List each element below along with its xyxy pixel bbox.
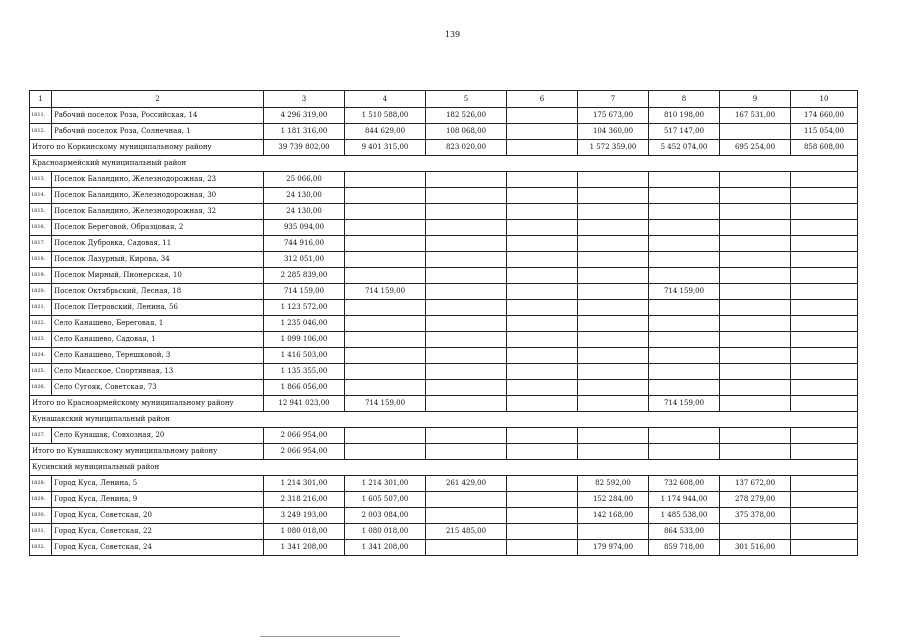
row-number: 1830. bbox=[30, 508, 52, 524]
row-number: 1825. bbox=[30, 364, 52, 380]
budget-table bbox=[29, 90, 858, 556]
table-row bbox=[30, 540, 858, 556]
amount-cell: 9 401 315,00 bbox=[345, 140, 426, 156]
amount-cell: 823 020,00 bbox=[426, 140, 507, 156]
header-cell: 7 bbox=[578, 91, 649, 108]
amount-cell bbox=[578, 380, 649, 396]
amount-cell bbox=[507, 508, 578, 524]
amount-cell bbox=[426, 364, 507, 380]
table-row bbox=[30, 364, 858, 380]
total-label: Итого по Красноармейскому муниципальному району bbox=[30, 396, 264, 412]
amount-cell bbox=[649, 380, 720, 396]
amount-cell bbox=[720, 204, 791, 220]
amount-cell bbox=[649, 332, 720, 348]
amount-cell bbox=[791, 172, 858, 188]
table-row bbox=[30, 316, 858, 332]
amount-cell bbox=[791, 540, 858, 556]
amount-cell: 1 080 018,00 bbox=[264, 524, 345, 540]
amount-cell bbox=[720, 428, 791, 444]
amount-cell bbox=[649, 220, 720, 236]
table-row bbox=[30, 172, 858, 188]
amount-cell: 25 066,00 bbox=[264, 172, 345, 188]
amount-cell: 312 051,00 bbox=[264, 252, 345, 268]
district-header-row bbox=[30, 460, 858, 476]
amount-cell: 714 159,00 bbox=[345, 396, 426, 412]
row-number: 1820. bbox=[30, 284, 52, 300]
table-row bbox=[30, 220, 858, 236]
amount-cell: 1 416 503,00 bbox=[264, 348, 345, 364]
amount-cell bbox=[345, 332, 426, 348]
amount-cell bbox=[791, 396, 858, 412]
amount-cell bbox=[791, 252, 858, 268]
amount-cell: 104 360,00 bbox=[578, 124, 649, 140]
amount-cell: 1 135 355,00 bbox=[264, 364, 345, 380]
amount-cell bbox=[791, 364, 858, 380]
district-name: Красноармейский муниципальный район bbox=[30, 156, 858, 172]
amount-cell: 1 341 208,00 bbox=[264, 540, 345, 556]
amount-cell bbox=[791, 332, 858, 348]
amount-cell bbox=[578, 220, 649, 236]
amount-cell bbox=[791, 316, 858, 332]
amount-cell bbox=[720, 252, 791, 268]
table-row bbox=[30, 428, 858, 444]
amount-cell bbox=[345, 220, 426, 236]
table-body bbox=[30, 91, 858, 556]
amount-cell bbox=[649, 252, 720, 268]
amount-cell bbox=[426, 508, 507, 524]
amount-cell bbox=[345, 204, 426, 220]
amount-cell: 1 341 208,00 bbox=[345, 540, 426, 556]
address-cell: Рабочий поселок Роза, Солнечная, 1 bbox=[52, 124, 264, 140]
amount-cell: 1 099 106,00 bbox=[264, 332, 345, 348]
amount-cell bbox=[578, 364, 649, 380]
total-label: Итого по Коркинскому муниципальному району bbox=[30, 140, 264, 156]
amount-cell bbox=[345, 428, 426, 444]
amount-cell: 2 066 954,00 bbox=[264, 444, 345, 460]
amount-cell bbox=[649, 316, 720, 332]
amount-cell bbox=[507, 124, 578, 140]
amount-cell: 714 159,00 bbox=[264, 284, 345, 300]
amount-cell bbox=[720, 220, 791, 236]
amount-cell bbox=[578, 396, 649, 412]
table-row bbox=[30, 476, 858, 492]
amount-cell bbox=[578, 428, 649, 444]
amount-cell bbox=[720, 348, 791, 364]
table-row bbox=[30, 284, 858, 300]
amount-cell bbox=[578, 172, 649, 188]
row-number: 1818. bbox=[30, 252, 52, 268]
amount-cell bbox=[507, 140, 578, 156]
amount-cell: 182 526,00 bbox=[426, 108, 507, 124]
row-number: 1832. bbox=[30, 540, 52, 556]
header-row bbox=[30, 91, 858, 108]
amount-cell bbox=[720, 316, 791, 332]
amount-cell bbox=[578, 300, 649, 316]
district-header-row bbox=[30, 156, 858, 172]
amount-cell bbox=[791, 444, 858, 460]
amount-cell bbox=[426, 332, 507, 348]
address-cell: Город Куса, Ленина, 9 bbox=[52, 492, 264, 508]
row-number: 1817. bbox=[30, 236, 52, 252]
amount-cell: 175 673,00 bbox=[578, 108, 649, 124]
header-cell: 1 bbox=[30, 91, 52, 108]
amount-cell bbox=[345, 300, 426, 316]
address-cell: Поселок Баландино, Железнодорожная, 30 bbox=[52, 188, 264, 204]
header-cell: 5 bbox=[426, 91, 507, 108]
amount-cell bbox=[649, 236, 720, 252]
amount-cell bbox=[578, 524, 649, 540]
amount-cell: 24 130,00 bbox=[264, 188, 345, 204]
amount-cell: 714 159,00 bbox=[345, 284, 426, 300]
amount-cell: 301 516,00 bbox=[720, 540, 791, 556]
amount-cell: 1 235 046,00 bbox=[264, 316, 345, 332]
amount-cell: 115 054,00 bbox=[791, 124, 858, 140]
amount-cell bbox=[507, 524, 578, 540]
row-number: 1816. bbox=[30, 220, 52, 236]
header-cell: 3 bbox=[264, 91, 345, 108]
amount-cell: 1 181 316,00 bbox=[264, 124, 345, 140]
amount-cell bbox=[507, 428, 578, 444]
amount-cell: 167 531,00 bbox=[720, 108, 791, 124]
table-row bbox=[30, 188, 858, 204]
amount-cell bbox=[507, 348, 578, 364]
amount-cell bbox=[426, 220, 507, 236]
amount-cell bbox=[649, 428, 720, 444]
amount-cell: 1 605 507,00 bbox=[345, 492, 426, 508]
amount-cell: 1 572 359,00 bbox=[578, 140, 649, 156]
amount-cell: 858 608,00 bbox=[791, 140, 858, 156]
amount-cell bbox=[426, 428, 507, 444]
amount-cell: 1 214 301,00 bbox=[264, 476, 345, 492]
header-cell: 6 bbox=[507, 91, 578, 108]
amount-cell bbox=[578, 236, 649, 252]
table-row bbox=[30, 236, 858, 252]
amount-cell bbox=[791, 492, 858, 508]
amount-cell bbox=[507, 268, 578, 284]
amount-cell bbox=[791, 204, 858, 220]
amount-cell: 1 866 056,00 bbox=[264, 380, 345, 396]
amount-cell bbox=[720, 396, 791, 412]
address-cell: Город Куса, Ленина, 5 bbox=[52, 476, 264, 492]
address-cell: Поселок Петровский, Ленина, 56 bbox=[52, 300, 264, 316]
amount-cell bbox=[507, 284, 578, 300]
amount-cell: 732 608,00 bbox=[649, 476, 720, 492]
amount-cell: 12 941 023,00 bbox=[264, 396, 345, 412]
amount-cell bbox=[720, 300, 791, 316]
amount-cell: 810 198,00 bbox=[649, 108, 720, 124]
amount-cell: 39 739 802,00 bbox=[264, 140, 345, 156]
amount-cell: 2 066 954,00 bbox=[264, 428, 345, 444]
amount-cell bbox=[507, 220, 578, 236]
header-cell: 8 bbox=[649, 91, 720, 108]
amount-cell bbox=[426, 348, 507, 364]
row-number: 1829. bbox=[30, 492, 52, 508]
row-number: 1831. bbox=[30, 524, 52, 540]
table-row bbox=[30, 252, 858, 268]
amount-cell bbox=[507, 236, 578, 252]
amount-cell bbox=[791, 508, 858, 524]
amount-cell bbox=[507, 316, 578, 332]
amount-cell bbox=[791, 268, 858, 284]
amount-cell bbox=[791, 524, 858, 540]
table-row bbox=[30, 268, 858, 284]
amount-cell: 844 629,00 bbox=[345, 124, 426, 140]
amount-cell bbox=[649, 172, 720, 188]
amount-cell: 2 003 084,00 bbox=[345, 508, 426, 524]
amount-cell: 2 285 839,00 bbox=[264, 268, 345, 284]
amount-cell: 1 174 944,00 bbox=[649, 492, 720, 508]
page-number: 139 bbox=[444, 30, 461, 39]
table-row bbox=[30, 124, 858, 140]
amount-cell bbox=[507, 204, 578, 220]
amount-cell bbox=[791, 188, 858, 204]
row-number: 1822. bbox=[30, 316, 52, 332]
amount-cell bbox=[345, 268, 426, 284]
amount-cell bbox=[507, 172, 578, 188]
district-name: Кусинский муниципальный район bbox=[30, 460, 858, 476]
district-header-row bbox=[30, 412, 858, 428]
row-number: 1821. bbox=[30, 300, 52, 316]
amount-cell bbox=[426, 204, 507, 220]
amount-cell: 1 485 538,00 bbox=[649, 508, 720, 524]
amount-cell bbox=[649, 268, 720, 284]
amount-cell bbox=[426, 236, 507, 252]
table-row bbox=[30, 332, 858, 348]
amount-cell: 864 533,00 bbox=[649, 524, 720, 540]
amount-cell bbox=[426, 188, 507, 204]
table-row bbox=[30, 108, 858, 124]
amount-cell bbox=[426, 268, 507, 284]
amount-cell bbox=[791, 348, 858, 364]
amount-cell bbox=[345, 380, 426, 396]
amount-cell bbox=[507, 364, 578, 380]
amount-cell bbox=[720, 124, 791, 140]
amount-cell bbox=[720, 268, 791, 284]
amount-cell: 695 254,00 bbox=[720, 140, 791, 156]
table-row bbox=[30, 508, 858, 524]
amount-cell bbox=[578, 188, 649, 204]
address-cell: Село Миасское, Спортивная, 13 bbox=[52, 364, 264, 380]
row-number: 1828. bbox=[30, 476, 52, 492]
address-cell: Поселок Октябрьский, Лесная, 18 bbox=[52, 284, 264, 300]
amount-cell bbox=[426, 444, 507, 460]
amount-cell bbox=[578, 204, 649, 220]
amount-cell: 24 130,00 bbox=[264, 204, 345, 220]
amount-cell bbox=[791, 300, 858, 316]
amount-cell bbox=[345, 348, 426, 364]
amount-cell bbox=[578, 332, 649, 348]
amount-cell: 714 159,00 bbox=[649, 396, 720, 412]
amount-cell bbox=[791, 284, 858, 300]
address-cell: Село Канашево, Терешковой, 3 bbox=[52, 348, 264, 364]
amount-cell bbox=[649, 364, 720, 380]
amount-cell bbox=[720, 380, 791, 396]
amount-cell bbox=[426, 252, 507, 268]
row-number: 1823. bbox=[30, 332, 52, 348]
amount-cell bbox=[507, 300, 578, 316]
amount-cell: 152 284,00 bbox=[578, 492, 649, 508]
amount-cell bbox=[507, 188, 578, 204]
address-cell: Город Куса, Советская, 24 bbox=[52, 540, 264, 556]
amount-cell bbox=[649, 300, 720, 316]
amount-cell: 278 279,00 bbox=[720, 492, 791, 508]
amount-cell: 174 660,00 bbox=[791, 108, 858, 124]
amount-cell bbox=[345, 172, 426, 188]
header-cell: 10 bbox=[791, 91, 858, 108]
amount-cell: 2 318 216,00 bbox=[264, 492, 345, 508]
address-cell: Поселок Дубровка, Садовая, 11 bbox=[52, 236, 264, 252]
amount-cell bbox=[345, 316, 426, 332]
row-number: 1814. bbox=[30, 188, 52, 204]
amount-cell: 142 168,00 bbox=[578, 508, 649, 524]
amount-cell: 82 592,00 bbox=[578, 476, 649, 492]
amount-cell bbox=[507, 332, 578, 348]
amount-cell bbox=[578, 316, 649, 332]
amount-cell bbox=[507, 540, 578, 556]
amount-cell bbox=[426, 380, 507, 396]
amount-cell: 5 452 074,00 bbox=[649, 140, 720, 156]
address-cell: Город Куса, Советская, 20 bbox=[52, 508, 264, 524]
amount-cell bbox=[507, 396, 578, 412]
amount-cell bbox=[720, 364, 791, 380]
amount-cell bbox=[507, 492, 578, 508]
row-number: 1824. bbox=[30, 348, 52, 364]
row-number: 1813. bbox=[30, 172, 52, 188]
amount-cell: 4 296 319,00 bbox=[264, 108, 345, 124]
amount-cell bbox=[649, 348, 720, 364]
amount-cell bbox=[578, 284, 649, 300]
address-cell: Село Канашево, Береговая, 1 bbox=[52, 316, 264, 332]
amount-cell: 714 159,00 bbox=[649, 284, 720, 300]
amount-cell bbox=[507, 252, 578, 268]
amount-cell: 859 718,00 bbox=[649, 540, 720, 556]
amount-cell bbox=[578, 252, 649, 268]
table-row bbox=[30, 300, 858, 316]
address-cell: Город Куса, Советская, 22 bbox=[52, 524, 264, 540]
table-row bbox=[30, 204, 858, 220]
table-row bbox=[30, 524, 858, 540]
amount-cell bbox=[578, 444, 649, 460]
amount-cell: 1 214 301,00 bbox=[345, 476, 426, 492]
total-label: Итого по Кунашакскому муниципальному району bbox=[30, 444, 264, 460]
amount-cell bbox=[720, 236, 791, 252]
amount-cell bbox=[791, 380, 858, 396]
row-number: 1819. bbox=[30, 268, 52, 284]
amount-cell bbox=[345, 188, 426, 204]
address-cell: Поселок Баландино, Железнодорожная, 23 bbox=[52, 172, 264, 188]
table-row bbox=[30, 380, 858, 396]
address-cell: Поселок Мирный, Пионерская, 10 bbox=[52, 268, 264, 284]
amount-cell: 1 510 588,00 bbox=[345, 108, 426, 124]
amount-cell bbox=[426, 492, 507, 508]
amount-cell bbox=[649, 204, 720, 220]
amount-cell bbox=[720, 524, 791, 540]
amount-cell bbox=[426, 396, 507, 412]
district-name: Кунашакский муниципальный район bbox=[30, 412, 858, 428]
row-number: 1812. bbox=[30, 124, 52, 140]
amount-cell bbox=[791, 476, 858, 492]
address-cell: Поселок Береговой, Образцовая, 2 bbox=[52, 220, 264, 236]
row-number: 1815. bbox=[30, 204, 52, 220]
amount-cell bbox=[345, 236, 426, 252]
header-cell: 2 bbox=[52, 91, 264, 108]
row-number: 1811. bbox=[30, 108, 52, 124]
amount-cell: 3 249 193,00 bbox=[264, 508, 345, 524]
amount-cell bbox=[649, 444, 720, 460]
district-total-row bbox=[30, 396, 858, 412]
address-cell: Село Кунашак, Совхозная, 20 bbox=[52, 428, 264, 444]
row-number: 1826. bbox=[30, 380, 52, 396]
district-total-row bbox=[30, 140, 858, 156]
table-row bbox=[30, 348, 858, 364]
amount-cell: 1 080 018,00 bbox=[345, 524, 426, 540]
district-total-row bbox=[30, 444, 858, 460]
amount-cell bbox=[426, 540, 507, 556]
amount-cell bbox=[720, 172, 791, 188]
row-number: 1827. bbox=[30, 428, 52, 444]
amount-cell: 179 974,00 bbox=[578, 540, 649, 556]
amount-cell: 108 068,00 bbox=[426, 124, 507, 140]
amount-cell: 261 429,00 bbox=[426, 476, 507, 492]
header-cell: 4 bbox=[345, 91, 426, 108]
address-cell: Поселок Баландино, Железнодорожная, 32 bbox=[52, 204, 264, 220]
amount-cell: 215 485,00 bbox=[426, 524, 507, 540]
amount-cell bbox=[345, 364, 426, 380]
amount-cell bbox=[720, 284, 791, 300]
amount-cell bbox=[720, 332, 791, 348]
amount-cell bbox=[791, 428, 858, 444]
amount-cell bbox=[426, 300, 507, 316]
amount-cell bbox=[426, 316, 507, 332]
address-cell: Село Канашево, Садовая, 1 bbox=[52, 332, 264, 348]
amount-cell bbox=[426, 172, 507, 188]
amount-cell bbox=[720, 444, 791, 460]
amount-cell: 375 378,00 bbox=[720, 508, 791, 524]
amount-cell: 1 123 572,00 bbox=[264, 300, 345, 316]
amount-cell: 744 916,00 bbox=[264, 236, 345, 252]
amount-cell: 935 094,00 bbox=[264, 220, 345, 236]
amount-cell bbox=[345, 444, 426, 460]
amount-cell bbox=[507, 444, 578, 460]
amount-cell bbox=[507, 108, 578, 124]
scan-artifact-line bbox=[260, 636, 400, 637]
amount-cell bbox=[791, 220, 858, 236]
address-cell: Поселок Лазурный, Кирова, 34 bbox=[52, 252, 264, 268]
address-cell: Рабочий поселок Роза, Российская, 14 bbox=[52, 108, 264, 124]
amount-cell bbox=[649, 188, 720, 204]
amount-cell bbox=[507, 476, 578, 492]
amount-cell: 137 672,00 bbox=[720, 476, 791, 492]
amount-cell bbox=[345, 252, 426, 268]
header-cell: 9 bbox=[720, 91, 791, 108]
amount-cell bbox=[578, 268, 649, 284]
amount-cell bbox=[720, 188, 791, 204]
amount-cell: 517 147,00 bbox=[649, 124, 720, 140]
amount-cell bbox=[426, 284, 507, 300]
amount-cell bbox=[507, 380, 578, 396]
amount-cell bbox=[578, 348, 649, 364]
table-row bbox=[30, 492, 858, 508]
amount-cell bbox=[791, 236, 858, 252]
address-cell: Село Сугояк, Советская, 73 bbox=[52, 380, 264, 396]
